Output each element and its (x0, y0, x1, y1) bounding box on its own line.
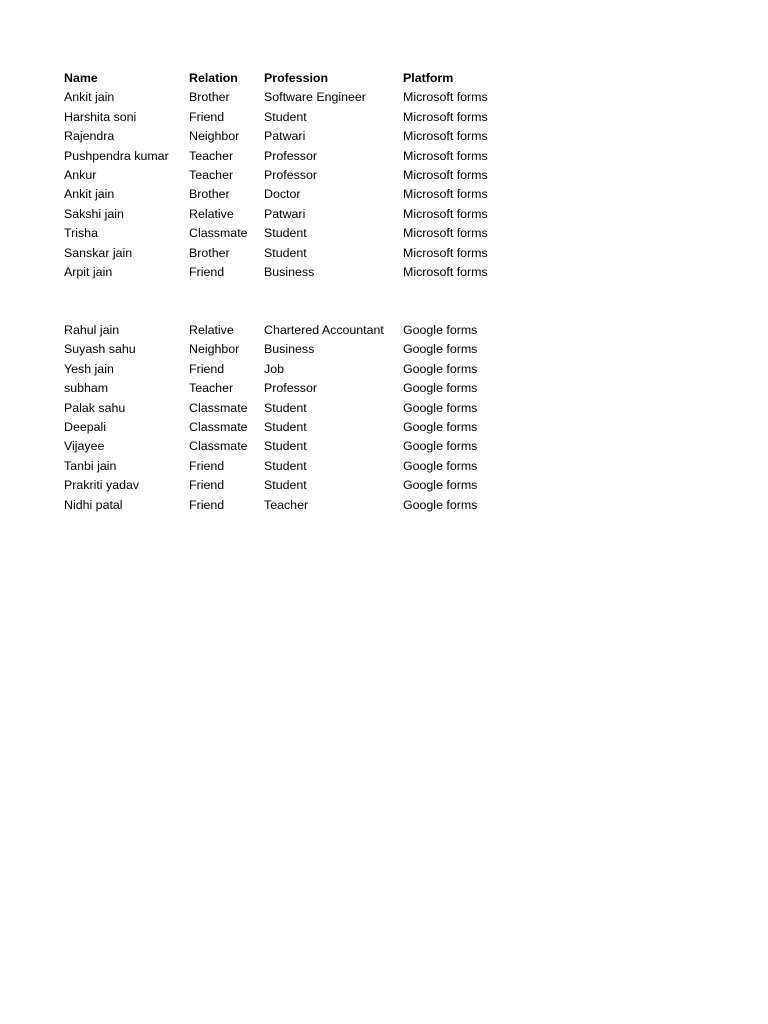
cell-profession: Student (264, 109, 307, 124)
table-row (64, 360, 524, 379)
cell-profession: Business (264, 264, 315, 279)
cell-name: Vijayee (64, 439, 105, 454)
table-row (64, 340, 524, 359)
cell-name: Ankur (64, 167, 97, 182)
cell-name: Ankit jain (64, 90, 115, 105)
cell-name: Palak sahu (64, 400, 126, 415)
cell-relation: Brother (189, 245, 230, 260)
cell-name: Ankit jain (64, 187, 115, 202)
table-row (64, 399, 524, 418)
table-row (64, 321, 524, 340)
cell-platform: Microsoft forms (403, 167, 488, 182)
cell-profession: Doctor (264, 187, 301, 202)
cell-platform: Google forms (403, 361, 478, 376)
header-profession: Profession (264, 71, 329, 85)
cell-platform: Google forms (403, 342, 478, 357)
cell-relation: Neighbor (189, 129, 240, 144)
cell-relation: Teacher (189, 381, 234, 396)
cell-name: Tanbi jain (64, 458, 117, 473)
cell-name: Pushpendra kumar (64, 148, 169, 163)
cell-profession: Student (264, 226, 307, 241)
cell-name: Nidhi patal (64, 497, 123, 512)
respondents-table (64, 69, 524, 515)
cell-name: Harshita soni (64, 109, 137, 124)
cell-relation: Classmate (189, 439, 248, 454)
cell-platform: Microsoft forms (403, 264, 488, 279)
cell-profession: Student (264, 439, 307, 454)
cell-profession: Professor (264, 167, 318, 182)
cell-profession: Teacher (264, 497, 309, 512)
cell-platform: Google forms (403, 400, 478, 415)
table-row (64, 496, 524, 515)
cell-relation: Relative (189, 206, 234, 221)
header-platform: Platform (403, 71, 454, 85)
cell-name: Arpit jain (64, 264, 113, 279)
cell-relation: Classmate (189, 226, 248, 241)
cell-profession: Job (264, 361, 284, 376)
google-forms-group (64, 321, 524, 515)
cell-relation: Teacher (189, 167, 234, 182)
table-row (64, 244, 524, 263)
table-row (64, 127, 524, 146)
cell-platform: Microsoft forms (403, 206, 488, 221)
table-row (64, 205, 524, 224)
cell-relation: Friend (189, 497, 225, 512)
cell-platform: Microsoft forms (403, 245, 488, 260)
table-row (64, 224, 524, 243)
cell-platform: Google forms (403, 420, 478, 435)
table-row (64, 185, 524, 204)
cell-name: Prakriti yadav (64, 478, 140, 493)
cell-platform: Google forms (403, 458, 478, 473)
table-row (64, 147, 524, 166)
cell-relation: Brother (189, 187, 230, 202)
table-row (64, 379, 524, 398)
cell-name: Sakshi jain (64, 206, 124, 221)
table-row (64, 263, 524, 282)
cell-profession: Patwari (264, 129, 306, 144)
cell-profession: Software Engineer (264, 90, 366, 105)
cell-relation: Teacher (189, 148, 234, 163)
cell-platform: Microsoft forms (403, 226, 488, 241)
cell-name: subham (64, 381, 109, 396)
cell-platform: Google forms (403, 323, 478, 338)
cell-relation: Brother (189, 90, 230, 105)
cell-platform: Google forms (403, 439, 478, 454)
table-row (64, 457, 524, 476)
cell-platform: Microsoft forms (403, 109, 488, 124)
table-header-row (64, 69, 524, 88)
table-row (64, 88, 524, 107)
cell-profession: Professor (264, 381, 318, 396)
cell-platform: Microsoft forms (403, 129, 488, 144)
table-row (64, 476, 524, 495)
table-row (64, 418, 524, 437)
cell-platform: Microsoft forms (403, 148, 488, 163)
cell-platform: Google forms (403, 478, 478, 493)
cell-relation: Relative (189, 323, 234, 338)
cell-name: Suyash sahu (64, 342, 136, 357)
table-row (64, 437, 524, 456)
cell-name: Sanskar jain (64, 245, 133, 260)
cell-relation: Neighbor (189, 342, 240, 357)
cell-relation: Friend (189, 264, 225, 279)
cell-relation: Classmate (189, 420, 248, 435)
cell-profession: Student (264, 245, 307, 260)
cell-name: Trisha (64, 226, 98, 241)
cell-profession: Student (264, 400, 307, 415)
cell-platform: Microsoft forms (403, 187, 488, 202)
cell-relation: Friend (189, 458, 225, 473)
cell-name: Rajendra (64, 129, 115, 144)
group-spacer (64, 282, 524, 321)
cell-profession: Student (264, 458, 307, 473)
header-name: Name (64, 71, 98, 85)
cell-name: Rahul jain (64, 323, 120, 338)
cell-relation: Classmate (189, 400, 248, 415)
cell-relation: Friend (189, 478, 225, 493)
microsoft-forms-group (64, 88, 524, 282)
cell-profession: Student (264, 420, 307, 435)
cell-relation: Friend (189, 361, 225, 376)
cell-profession: Student (264, 478, 307, 493)
cell-platform: Microsoft forms (403, 90, 488, 105)
cell-profession: Business (264, 342, 315, 357)
cell-name: Deepali (64, 420, 107, 435)
cell-platform: Google forms (403, 381, 478, 396)
table-row (64, 166, 524, 185)
cell-name: Yesh jain (64, 361, 114, 376)
cell-platform: Google forms (403, 497, 478, 512)
cell-profession: Patwari (264, 206, 306, 221)
header-relation: Relation (189, 71, 238, 85)
cell-profession: Chartered Accountant (264, 323, 384, 338)
table-row (64, 108, 524, 127)
cell-profession: Professor (264, 148, 318, 163)
cell-relation: Friend (189, 109, 225, 124)
